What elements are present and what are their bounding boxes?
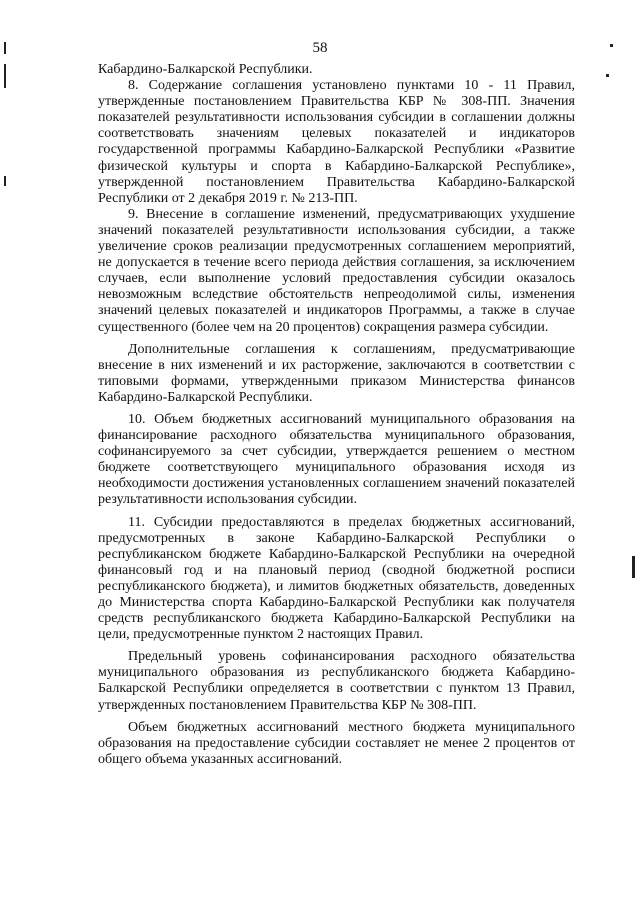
scan-mark-left-3 — [4, 176, 6, 186]
paragraph-4: 10. Объем бюджетных ассигнований муниципального образования на финансирование расходного обязательства муниципального образования, софинансируемого за счет субсидии, утверждается решением о местном бюджете соответствующего муниципального образования исходя из необходимости достижения установленных соглашением значений показателей результативности использования субсидии. — [98, 411, 575, 508]
paragraph-5: 11. Субсидии предоставляются в пределах бюджетных ассигнований, предусмотренных в законе Кабардино-Балкарской Республики о республиканском бюджете Кабардино-Балкарской Республики на очередной финансовый год и на плановый период (сводной бюджетной росписи республиканского бюджета), и лимитов бюджетных обязательств, доведенных до Министерства спорта Кабардино-Балкарской Республики как получателя средств республиканского бюджета Кабардино-Балкарской Республики на цели, предусмотренные пунктом 2 настоящих Правил. — [98, 514, 575, 643]
document-body — [98, 62, 575, 768]
paragraph-1: 8. Содержание соглашения установлено пунктами 10 - 11 Правил, утвержденные постановлением Правительства КБР № 308-ПП. Значения показателей результативности использования субсидии в соглашении должны соответствовать значениям целевых показателей и индикаторов государственной программы Кабардино-Балкарской Республики «Развитие физической культуры и спорта в Кабардино-Балкарской Республике», утвержденной постановлением Правительства Кабардино-Балкарской Республики от 2 декабря 2019 г. № 213-ПП. — [98, 78, 575, 206]
paragraph-2: 9. Внесение в соглашение изменений, предусматривающих ухудшение значений показателей результативности использования субсидии, а также увеличение сроков реализации предусмотренных соглашением мероприятий, не допускается в течение всего периода действия соглашения, за исключением случаев, если выполнение условий предоставления субсидии оказалось невозможным вследствие обстоятельств непреодолимой силы, изменения значений целевых показателей и индикаторов Программы, а также в случае существенного (более чем на 20 процентов) сокращения размера субсидии. — [98, 206, 575, 335]
scan-mark-left-2 — [4, 64, 6, 88]
page-number: 58 — [312, 40, 328, 56]
paragraph-0: Кабардино-Балкарской Республики. — [98, 62, 313, 77]
paragraph-6: Предельный уровень софинансирования расходного обязательства муниципального образования из республиканского бюджета Кабардино-Балкарской Республики определяется в соответствии с пунктом 13 Правил, утвержденных постановлением Правительства КБР № 308-ПП. — [98, 649, 575, 713]
paragraph-3: Дополнительные соглашения к соглашениям, предусматривающие внесение в них изменений и их расторжение, заключаются в соответствии с типовыми формами, утвержденными приказом Министерства финансов Кабардино-Балкарской Республики. — [98, 341, 575, 405]
scan-mark-right-3 — [632, 556, 635, 578]
scan-mark-right-2 — [606, 74, 609, 77]
paragraph-7: Объем бюджетных ассигнований местного бюджета муниципального образования на предоставление субсидии составляет не менее 2 процентов от общего объема указанных ассигнований. — [98, 719, 575, 767]
